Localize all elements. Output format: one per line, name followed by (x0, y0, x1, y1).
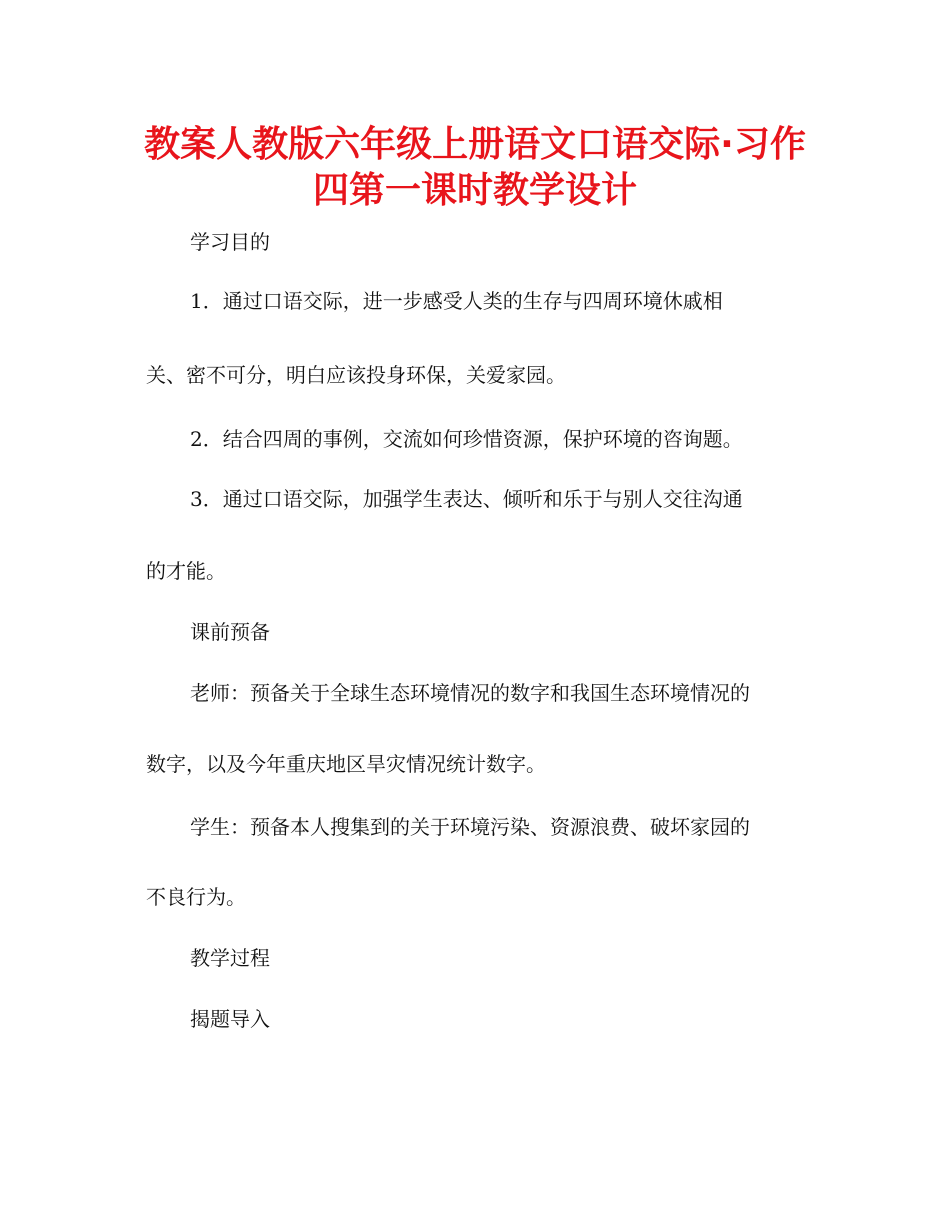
paragraph-line: 不良行为。 (146, 885, 246, 909)
section-heading-introduction: 揭题导入 (190, 1007, 270, 1031)
document-title-line-1: 教案人教版六年级上册语文口语交际·习作 (144, 124, 806, 165)
paragraph-line: 1．通过口语交际，进一步感受人类的生存与四周环境休戚相 (190, 289, 723, 313)
paragraph-line: 学生：预备本人搜集到的关于环境污染、资源浪费、破坏家园的 (190, 815, 750, 839)
document-title-line-2: 四第一课时教学设计 (312, 170, 637, 211)
paragraph-line: 数字，以及今年重庆地区旱灾情况统计数字。 (146, 752, 546, 776)
paragraph-line: 老师：预备关于全球生态环境情况的数字和我国生态环境情况的 (190, 681, 750, 705)
section-heading-preparation: 课前预备 (190, 620, 270, 644)
section-heading-teaching-process: 教学过程 (190, 946, 270, 970)
paragraph-line: 关、密不可分，明白应该投身环保，关爱家园。 (146, 363, 566, 387)
paragraph-line: 3．通过口语交际，加强学生表达、倾听和乐于与别人交往沟通 (190, 487, 743, 511)
section-heading-learning-goals: 学习目的 (190, 230, 270, 254)
paragraph-line: 2．结合四周的事例，交流如何珍惜资源，保护环境的咨询题。 (190, 427, 743, 451)
paragraph-line: 的才能。 (146, 559, 226, 583)
